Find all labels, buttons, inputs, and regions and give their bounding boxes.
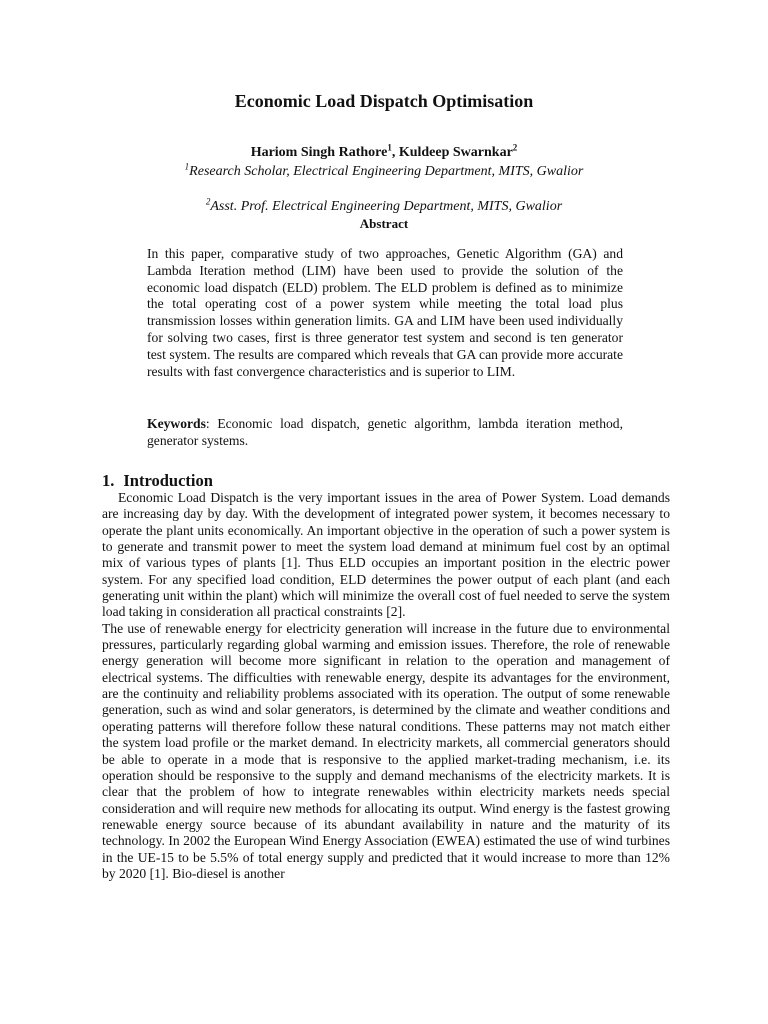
abstract-body: In this paper, comparative study of two approaches, Genetic Algorithm (GA) and Lambda Iteration method (LIM) have been used to provide the solution of the economic load dispatch (ELD) problem. The ELD problem is defined as to minimize the total operating cost of a power system while meeting the total load plus transmission losses within generation limits. GA and LIM have been used individually for solving two cases, first is three generator test system and second is ten generator test system. The results are compared which reveals that GA can provide more accurate results with fast convergence characteristics and is superior to LIM. [147, 246, 623, 379]
author-affil-marker: 1 [387, 142, 392, 153]
affiliation-2 [0, 198, 768, 215]
author-line [0, 144, 768, 162]
section-number: 1. [102, 471, 115, 490]
section-title: Introduction [123, 471, 213, 490]
affiliation-marker: 2 [205, 196, 211, 207]
keywords-text: : Economic load dispatch, genetic algorithm, lambda iteration method, generator systems. [147, 416, 623, 448]
paragraph: The use of renewable energy for electricity generation will increase in the future due to environmental pressures, particularly regarding global warming and emission issues. Therefore, the role of renewable energy generation will become more significant in relation to the operation and management of electrical systems. The difficulties with renewable energy, despite its advantages for the environment, are the continuity and reliability problems associated with its operation. The output of some renewable generation, such as wind and solar generators, is determined by the climate and weather conditions and operating patterns will therefore follow these natural conditions. These patterns may not match either the system load profile or the market demand. In electricity markets, all commercial generators should be able to operate in a mode that is responsive to the applied market-trading mechanism, i.e. its operation should be responsive to the supply and demand mechanisms of the electricity markets. It is clear that the problem of how to integrate renewables within electricity markets needs special consideration and will require new methods for allocating its output. Wind energy is the fastest growing renewable energy source because of its abundant availability in nature and the maturity of its technology. In 2002 the European Wind Energy Association (EWEA) estimated the use of wind turbines in the UE-15 to be 5.5% of total energy supply and predicted that it would increase to more than 12% by 2020 [1]. Bio-diesel is another [102, 620, 670, 881]
keywords [147, 415, 623, 449]
author-separator: , [391, 145, 399, 160]
section-heading [102, 471, 213, 491]
keywords-label: Keywords [147, 416, 206, 431]
paragraph: Economic Load Dispatch is the very important issues in the area of Power System. Load demands are increasing day by day. With the development of integrated power system, it becomes necessary to operate the plant units economically. An important objective in the operation of such a power system is to generate and transmit power to meet the system load demand at minimum fuel cost by an optimal mix of various types of plants [1]. Thus ELD occupies an important position in the electric power system. For any specified load condition, ELD determines the power output of each plant (and each generating unit within the plant) which will minimize the overall cost of fuel needed to serve the system load taking in consideration all practical constraints [2]. [102, 490, 670, 620]
affiliation-marker: 1 [184, 161, 190, 172]
affiliation-text: Asst. Prof. Electrical Engineering Department, MITS, Gwalior [210, 199, 563, 214]
author-name: Kuldeep Swarnkar [398, 145, 513, 160]
paper-title: Economic Load Dispatch Optimisation [234, 91, 534, 111]
affiliation-text: Research Scholar, Electrical Engineering Department, MITS, Gwalior [189, 164, 584, 179]
section-body [102, 490, 670, 882]
abstract-heading: Abstract [359, 216, 409, 231]
author-name: Hariom Singh Rathore [250, 145, 388, 160]
author-affil-marker: 2 [512, 142, 518, 153]
affiliation-1 [0, 163, 768, 180]
